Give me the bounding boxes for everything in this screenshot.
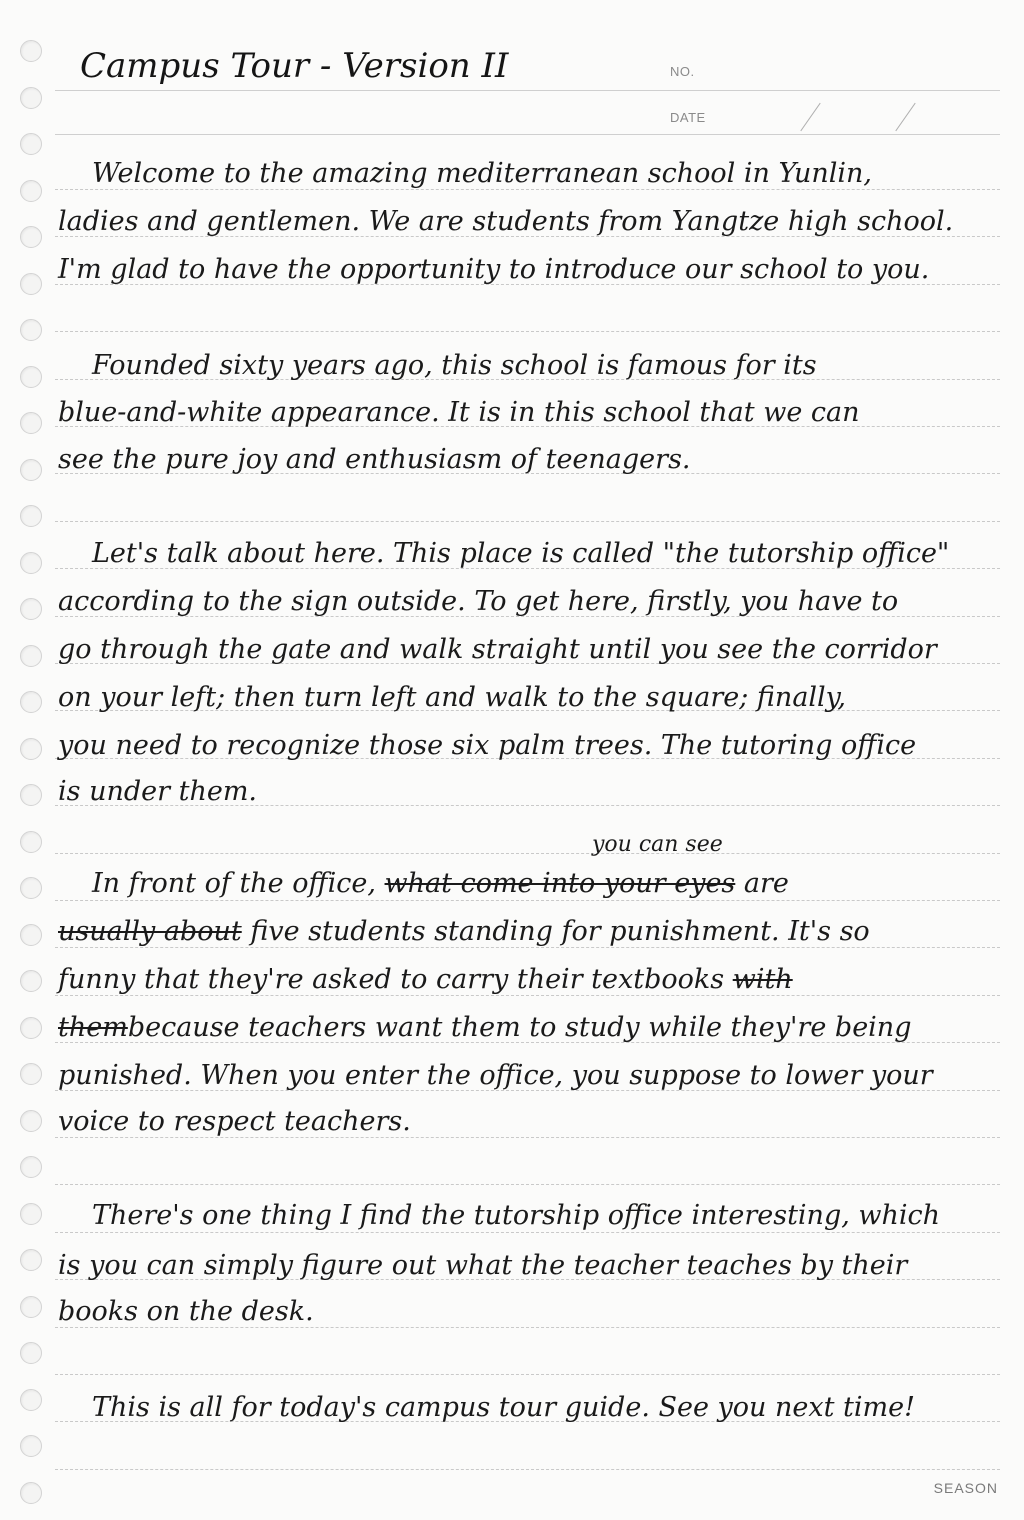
ruled-line [55, 1469, 1000, 1470]
binder-hole [20, 738, 42, 760]
text-line: according to the sign outside. To get here, firstly, you have to [58, 586, 899, 617]
text-line: ladies and gentlemen. We are students from Yangtze high school. [58, 206, 954, 237]
text-line: see the pure joy and enthusiasm of teenagers. [58, 444, 691, 475]
binder-hole [20, 1249, 42, 1271]
header-rule [55, 90, 1000, 91]
binder-hole [20, 1203, 42, 1225]
page-title: Campus Tour - Version II [80, 46, 509, 86]
struck-text: usually about [58, 916, 242, 947]
inserted-text: you can see [592, 832, 723, 857]
ruled-line [55, 1327, 1000, 1328]
text-line: Founded sixty years ago, this school is famous for its [92, 350, 817, 381]
binder-hole [20, 784, 42, 806]
binder-hole [20, 1063, 42, 1085]
binder-hole [20, 1389, 42, 1411]
text-line: on your left; then turn left and walk to the square; finally, [58, 682, 846, 713]
binder-hole [20, 1156, 42, 1178]
binder-hole [20, 1110, 42, 1132]
binder-hole [20, 87, 42, 109]
text-segment: funny that they're asked to carry their textbooks [58, 964, 725, 995]
binder-hole [20, 1435, 42, 1457]
ruled-line [55, 1184, 1000, 1185]
ruled-line [55, 1374, 1000, 1375]
header-rule [55, 134, 1000, 135]
binder-hole [20, 970, 42, 992]
binder-hole [20, 831, 42, 853]
text-line: books on the desk. [58, 1296, 314, 1327]
binder-hole [20, 645, 42, 667]
text-line: is you can simply figure out what the teacher teaches by their [58, 1250, 908, 1281]
binder-hole [20, 505, 42, 527]
ruled-line [55, 900, 1000, 901]
text-line [58, 964, 1018, 995]
text-segment: are [743, 868, 789, 899]
binder-hole [20, 366, 42, 388]
ruled-line [55, 995, 1000, 996]
no-label: NO. [670, 64, 695, 79]
binder-hole [20, 1342, 42, 1364]
ruled-line [55, 189, 1000, 190]
binder-hole [20, 1482, 42, 1504]
ruled-line [55, 947, 1000, 948]
ruled-line [55, 331, 1000, 332]
text-line: voice to respect teachers. [58, 1106, 411, 1137]
ruled-line [55, 853, 1000, 854]
text-line: There's one thing I find the tutorship office interesting, which [92, 1200, 941, 1231]
ruled-line [55, 1232, 1000, 1233]
binder-hole [20, 1017, 42, 1039]
binder-hole [20, 133, 42, 155]
struck-text: what come into your eyes [384, 868, 736, 899]
text-segment: five students standing for punishment. It's so [250, 916, 870, 947]
binder-hole [20, 924, 42, 946]
binder-hole [20, 180, 42, 202]
struck-text: them [58, 1012, 128, 1043]
text-segment: because teachers want them to study while they're being [127, 1012, 912, 1043]
text-line: This is all for today's campus tour guide. See you next time! [92, 1392, 915, 1423]
binder-hole [20, 40, 42, 62]
ruled-line [55, 1137, 1000, 1138]
binder-hole [20, 1296, 42, 1318]
binder-hole [20, 273, 42, 295]
date-separator [895, 103, 915, 131]
text-line [92, 868, 1018, 899]
binder-hole [20, 459, 42, 481]
binder-holes [0, 0, 60, 1520]
ruled-line [55, 521, 1000, 522]
binder-hole [20, 319, 42, 341]
date-label: DATE [670, 110, 706, 125]
text-line: punished. When you enter the office, you suppose to lower your [58, 1060, 933, 1091]
text-line: is under them. [58, 776, 258, 807]
struck-text: with [732, 964, 793, 995]
binder-hole [20, 226, 42, 248]
binder-hole [20, 877, 42, 899]
text-line: you need to recognize those six palm trees. The tutoring office [58, 730, 917, 761]
text-line: Let's talk about here. This place is called "the tutorship office" [92, 538, 950, 569]
date-separator [800, 103, 820, 131]
text-line [58, 916, 1018, 947]
binder-hole [20, 552, 42, 574]
binder-hole [20, 598, 42, 620]
text-line: I'm glad to have the opportunity to introduce our school to you. [58, 254, 930, 285]
binder-hole [20, 412, 42, 434]
text-line: Welcome to the amazing mediterranean school in Yunlin, [92, 158, 872, 189]
notebook-brand: SEASON [933, 1480, 998, 1496]
text-line: blue-and-white appearance. It is in this school that we can [58, 397, 860, 428]
text-line [58, 1012, 1018, 1043]
text-segment: In front of the office, [92, 868, 376, 899]
binder-hole [20, 691, 42, 713]
text-line: go through the gate and walk straight until you see the corridor [58, 634, 937, 665]
